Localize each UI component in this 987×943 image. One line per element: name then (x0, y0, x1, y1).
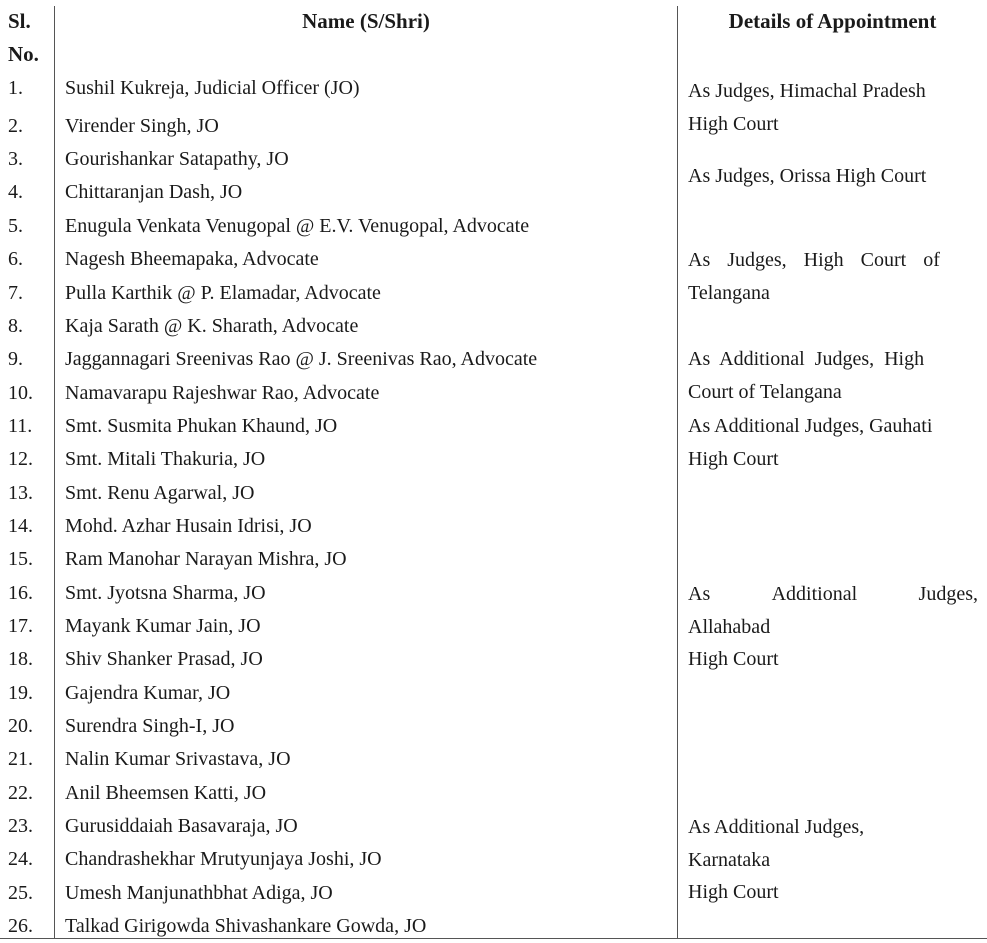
row-number: 5. (8, 215, 23, 237)
row-number: 2. (8, 115, 23, 137)
details-himachal-line1: As Judges, Himachal Pradesh (688, 80, 926, 102)
header-sl-line2: No. (8, 42, 39, 66)
row-name: Virender Singh, JO (65, 115, 219, 137)
table-bottom-border (0, 938, 987, 939)
row-number: 15. (8, 548, 33, 570)
row-number: 21. (8, 748, 33, 770)
row-name: Surendra Singh-I, JO (65, 715, 235, 737)
row-name: Umesh Manjunathbhat Adiga, JO (65, 882, 333, 904)
row-name: Smt. Susmita Phukan Khaund, JO (65, 415, 338, 437)
row-number: 19. (8, 682, 33, 704)
row-name: Smt. Mitali Thakuria, JO (65, 448, 266, 470)
row-number: 13. (8, 482, 33, 504)
row-name: Namavarapu Rajeshwar Rao, Advocate (65, 382, 380, 404)
row-number: 9. (8, 348, 23, 370)
row-name: Ram Manohar Narayan Mishra, JO (65, 548, 347, 570)
column-divider-sl (54, 6, 55, 938)
row-name: Smt. Renu Agarwal, JO (65, 482, 255, 504)
column-divider-details (677, 6, 678, 938)
row-number: 25. (8, 882, 33, 904)
header-details: Details of Appointment (728, 9, 937, 33)
details-allahabad-word: Additional (771, 583, 858, 605)
row-number: 3. (8, 148, 23, 170)
row-number: 26. (8, 915, 33, 937)
row-name: Gurusiddaiah Basavaraja, JO (65, 815, 298, 837)
row-name: Gajendra Kumar, JO (65, 682, 231, 704)
details-allahabad-line2: Allahabad (688, 616, 771, 638)
row-name: Mohd. Azhar Husain Idrisi, JO (65, 515, 312, 537)
row-number: 23. (8, 815, 33, 837)
row-number: 20. (8, 715, 33, 737)
row-name: Enugula Venkata Venugopal @ E.V. Venugopal, Advocate (65, 215, 530, 237)
row-name: Anil Bheemsen Katti, JO (65, 782, 267, 804)
row-number: 10. (8, 382, 33, 404)
row-number: 18. (8, 648, 33, 670)
details-karnataka-line2: Karnataka (688, 849, 771, 871)
details-karnataka-line3: High Court (688, 881, 779, 903)
row-name: Mayank Kumar Jain, JO (65, 615, 261, 637)
header-sl-line1: Sl. (8, 9, 31, 33)
row-name: Chittaranjan Dash, JO (65, 181, 243, 203)
details-telangana-line1: As Judges, High Court of (688, 249, 940, 271)
details-telangana-line2: Telangana (688, 282, 770, 304)
details-allahabad-line3: High Court (688, 648, 779, 670)
details-gauhati-line1: As Additional Judges, Gauhati (688, 415, 933, 437)
row-name: Nalin Kumar Srivastava, JO (65, 748, 291, 770)
row-number: 1. (8, 77, 23, 99)
row-number: 24. (8, 848, 33, 870)
row-number: 11. (8, 415, 33, 437)
details-telangana-addl-line1: As Additional Judges, High (688, 348, 925, 370)
row-number: 4. (8, 181, 23, 203)
details-allahabad-word: Judges, (918, 583, 978, 605)
header-name: Name (S/Shri) (302, 9, 430, 33)
row-name: Chandrashekhar Mrutyunjaya Joshi, JO (65, 848, 382, 870)
row-name: Shiv Shanker Prasad, JO (65, 648, 263, 670)
details-karnataka-line1: As Additional Judges, (688, 816, 865, 838)
row-number: 12. (8, 448, 33, 470)
details-allahabad-line1 (688, 582, 978, 606)
details-himachal-line2: High Court (688, 113, 779, 135)
row-number: 16. (8, 582, 33, 604)
row-name: Kaja Sarath @ K. Sharath, Advocate (65, 315, 359, 337)
row-name: Smt. Jyotsna Sharma, JO (65, 582, 266, 604)
row-name: Talkad Girigowda Shivashankare Gowda, JO (65, 915, 427, 937)
details-orissa: As Judges, Orissa High Court (688, 165, 927, 187)
details-gauhati-line2: High Court (688, 448, 779, 470)
row-name: Nagesh Bheemapaka, Advocate (65, 248, 319, 270)
row-number: 22. (8, 782, 33, 804)
row-number: 7. (8, 282, 23, 304)
row-number: 8. (8, 315, 23, 337)
details-allahabad-word: As (688, 583, 711, 605)
row-name: Pulla Karthik @ P. Elamadar, Advocate (65, 282, 381, 304)
row-number: 6. (8, 248, 23, 270)
row-number: 17. (8, 615, 33, 637)
row-name: Jaggannagari Sreenivas Rao @ J. Sreenivas Rao, Advocate (65, 348, 538, 370)
row-name: Sushil Kukreja, Judicial Officer (JO) (65, 77, 360, 99)
row-name: Gourishankar Satapathy, JO (65, 148, 289, 170)
details-telangana-addl-line2: Court of Telangana (688, 381, 842, 403)
row-number: 14. (8, 515, 33, 537)
